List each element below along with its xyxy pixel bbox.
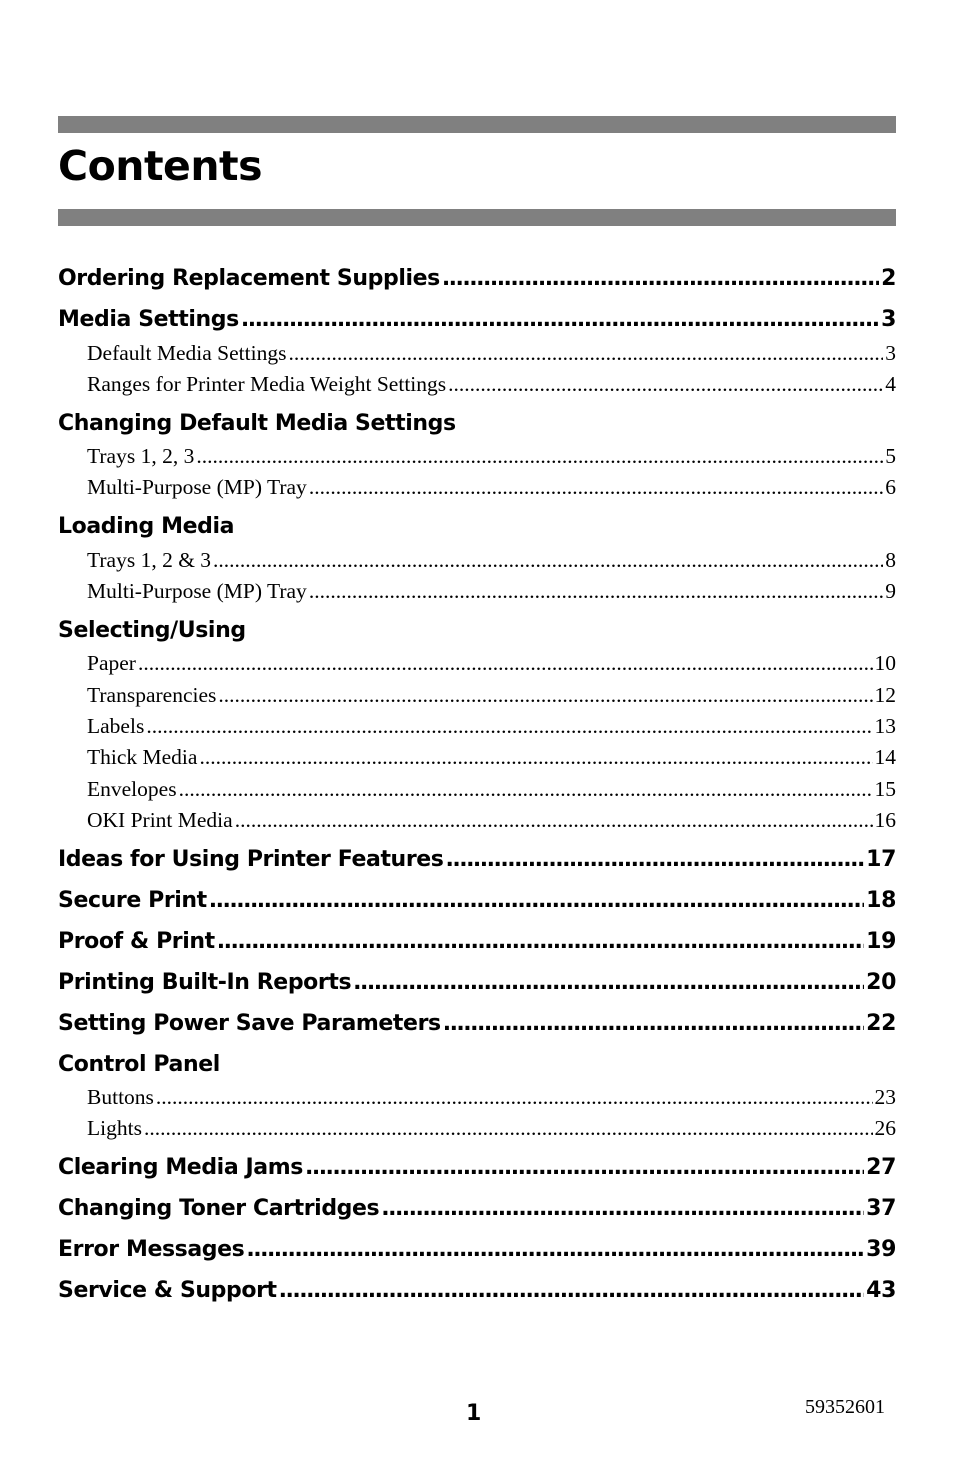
toc-heading: [58, 411, 896, 436]
toc-entry-page: 37: [866, 1196, 896, 1221]
toc-subentry[interactable]: [87, 579, 896, 604]
toc-subentry[interactable]: [87, 808, 896, 833]
leader-dots: [241, 307, 879, 332]
leader-dots: [446, 847, 865, 872]
toc-entry[interactable]: [58, 266, 896, 291]
toc-entry-page: 2: [881, 266, 896, 291]
toc-entry-label: Error Messages: [58, 1237, 245, 1262]
toc-heading-label: Selecting/Using: [58, 618, 246, 643]
toc-entry[interactable]: [58, 307, 896, 332]
leader-dots: [144, 1116, 873, 1141]
toc-entry-label: Labels: [87, 714, 145, 738]
toc-entry-label: Ideas for Using Printer Features: [58, 847, 444, 872]
toc-entry-page: 43: [866, 1278, 896, 1303]
leader-dots: [138, 651, 873, 676]
toc-entry-label: Thick Media: [87, 745, 198, 769]
toc-entry[interactable]: [58, 1237, 896, 1262]
toc-heading-label: Control Panel: [58, 1052, 220, 1077]
toc-entry-label: Setting Power Save Parameters: [58, 1011, 441, 1036]
toc-entry-page: 17: [866, 847, 896, 872]
header-rule-bottom: [58, 209, 896, 226]
toc-entry[interactable]: [58, 1278, 896, 1303]
leader-dots: [196, 444, 883, 469]
toc-entry-label: Service & Support: [58, 1278, 277, 1303]
toc-entry-label: Clearing Media Jams: [58, 1155, 303, 1180]
toc-entry-page: 15: [874, 777, 896, 801]
toc-heading: [58, 1052, 896, 1077]
toc-subentry[interactable]: [87, 548, 896, 573]
toc-entry[interactable]: [58, 847, 896, 872]
leader-dots: [279, 1278, 865, 1303]
toc-entry-label: Proof & Print: [58, 929, 215, 954]
toc-entry-page: 4: [885, 372, 896, 396]
toc-entry-page: 22: [866, 1011, 896, 1036]
toc-entry[interactable]: [58, 888, 896, 913]
leader-dots: [442, 266, 879, 291]
toc-entry[interactable]: [58, 929, 896, 954]
toc-entry-label: Trays 1, 2, 3: [87, 444, 195, 468]
toc-entry-page: 27: [866, 1155, 896, 1180]
toc-subentry[interactable]: [87, 683, 896, 708]
leader-dots: [156, 1085, 873, 1110]
toc-subentry[interactable]: [87, 745, 896, 770]
toc-entry-page: 23: [874, 1085, 896, 1109]
header-rule-top: [58, 116, 896, 133]
toc-subentry[interactable]: [87, 1085, 896, 1110]
toc-entry-label: Ranges for Printer Media Weight Settings: [87, 372, 447, 396]
toc-entry-label: Ordering Replacement Supplies: [58, 266, 440, 291]
toc-subentry[interactable]: [87, 1116, 896, 1141]
leader-dots: [288, 341, 883, 366]
toc-entry-page: 9: [885, 579, 896, 603]
toc-entry-label: Printing Built-In Reports: [58, 970, 352, 995]
document-number: 59352601: [805, 1396, 885, 1418]
toc-entry-label: Changing Toner Cartridges: [58, 1196, 380, 1221]
toc-entry-page: 3: [881, 307, 896, 332]
toc-entry-label: Multi-Purpose (MP) Tray: [87, 579, 307, 603]
toc-entry[interactable]: [58, 970, 896, 995]
toc-subentry[interactable]: [87, 475, 896, 500]
toc-entry-page: 3: [885, 341, 896, 365]
toc-entry-page: 39: [866, 1237, 896, 1262]
toc-entry-page: 13: [874, 714, 896, 738]
toc-subentry[interactable]: [87, 651, 896, 676]
page-title: Contents: [58, 142, 263, 190]
toc-entry-page: 26: [874, 1116, 896, 1140]
leader-dots: [448, 372, 883, 397]
leader-dots: [246, 1237, 864, 1262]
toc-entry-page: 10: [874, 651, 896, 675]
toc-entry[interactable]: [58, 1196, 896, 1221]
leader-dots: [309, 475, 883, 500]
leader-dots: [213, 548, 883, 573]
leader-dots: [179, 777, 873, 802]
toc-heading: [58, 618, 896, 643]
leader-dots: [209, 888, 864, 913]
toc-entry-page: 8: [885, 548, 896, 572]
toc-entry-label: Trays 1, 2 & 3: [87, 548, 212, 572]
toc-subentry[interactable]: [87, 372, 896, 397]
leader-dots: [353, 970, 864, 995]
toc-entry-page: 14: [874, 745, 896, 769]
toc-heading-label: Loading Media: [58, 514, 235, 539]
toc-entry-label: Envelopes: [87, 777, 177, 801]
toc-entry-page: 5: [885, 444, 896, 468]
toc-entry-page: 16: [874, 808, 896, 832]
toc-entry-label: Secure Print: [58, 888, 207, 913]
toc-subentry[interactable]: [87, 777, 896, 802]
toc-entry-label: Media Settings: [58, 307, 239, 332]
leader-dots: [235, 808, 873, 833]
toc-subentry[interactable]: [87, 444, 896, 469]
toc-entry-page: 12: [874, 683, 896, 707]
toc-entry-label: Buttons: [87, 1085, 154, 1109]
leader-dots: [146, 714, 872, 739]
leader-dots: [443, 1011, 864, 1036]
leader-dots: [309, 579, 883, 604]
toc-entry-label: Multi-Purpose (MP) Tray: [87, 475, 307, 499]
leader-dots: [217, 929, 864, 954]
toc-entry-label: Lights: [87, 1116, 142, 1140]
toc-entry-label: Transparencies: [87, 683, 217, 707]
toc-entry-label: Default Media Settings: [87, 341, 287, 365]
leader-dots: [381, 1196, 864, 1221]
leader-dots: [305, 1155, 864, 1180]
toc-entry-label: OKI Print Media: [87, 808, 233, 832]
toc-entry-page: 18: [866, 888, 896, 913]
toc-entry-page: 20: [866, 970, 896, 995]
toc-heading-label: Changing Default Media Settings: [58, 411, 456, 436]
toc-entry[interactable]: [58, 1011, 896, 1036]
leader-dots: [199, 745, 872, 770]
toc-subentry[interactable]: [87, 714, 896, 739]
toc-heading: [58, 514, 896, 539]
toc-entry[interactable]: [58, 1155, 896, 1180]
page-number: 1: [466, 1401, 482, 1426]
toc-entry-label: Paper: [87, 651, 136, 675]
toc-entry-page: 6: [885, 475, 896, 499]
leader-dots: [218, 683, 872, 708]
toc-subentry[interactable]: [87, 341, 896, 366]
toc-entry-page: 19: [866, 929, 896, 954]
